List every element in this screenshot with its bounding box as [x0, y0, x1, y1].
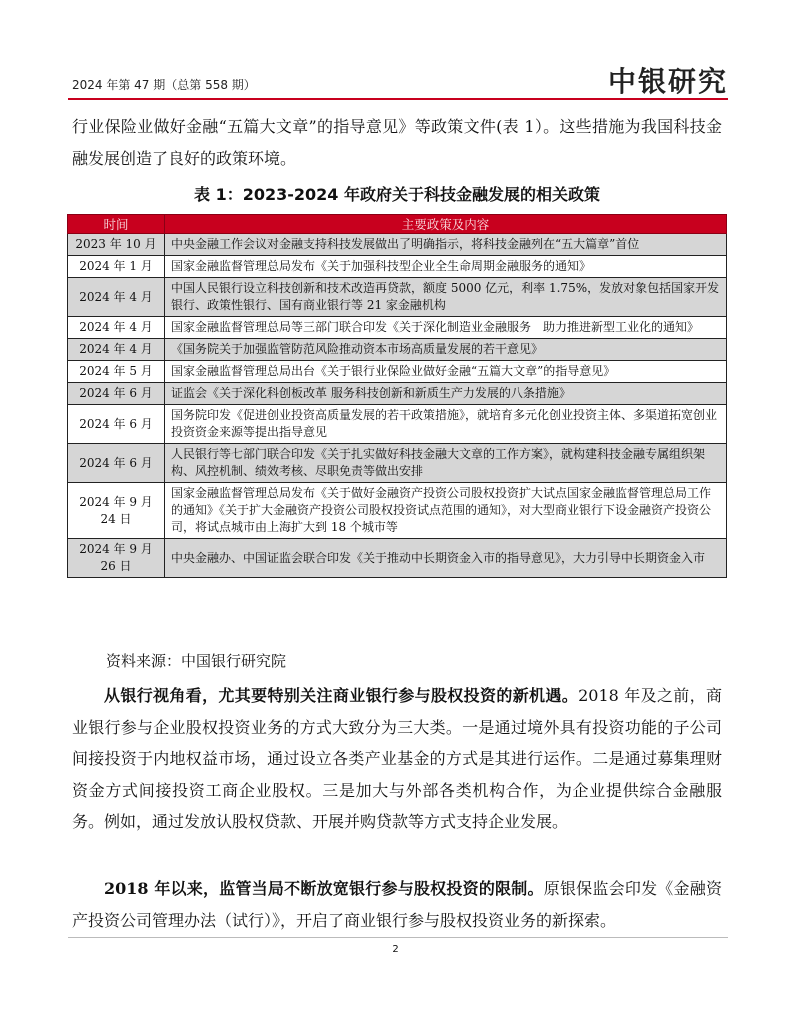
issue-number: 2024 年第 47 期（总第 558 期） — [72, 78, 256, 92]
table-row — [68, 317, 727, 339]
row-time: 2024 年 4 月 — [68, 339, 165, 361]
row-time: 2023 年 10 月 — [68, 234, 165, 256]
row-content: 国家金融监督管理总局等三部门联合印发《关于深化制造业金融服务 助力推进新型工业化的通知》 — [165, 317, 727, 339]
header-divider — [68, 98, 728, 100]
paragraph-1-lead: 从银行视角看，尤其要特别关注商业银行参与股权投资的新机遇。 — [104, 686, 579, 705]
table-row — [68, 256, 727, 278]
page-header — [68, 60, 728, 96]
row-time: 2024 年 4 月 — [68, 278, 165, 317]
paragraph-1-text: 2018 年及之前，商业银行参与企业股权投资业务的方式大致分为三大类。一是通过境外具有投资功能的子公司间接投资于内地权益市场，通过设立各类产业基金的方式是其进行运作。二是通过募集理财资金方式间接投资工商企业股权。三是加大与外部各类机构合作，为企业提供综合金融服务。例如，通过发放认股权贷款、开展并购贷款等方式支持企业发展。 — [72, 686, 722, 831]
row-time: 2024 年 4 月 — [68, 317, 165, 339]
table-row — [68, 361, 727, 383]
row-content: 中国人民银行设立科技创新和技术改造再贷款，额度 5000 亿元，利率 1.75%，发放对象包括国家开发银行、政策性银行、国有商业银行等 21 家金融机构 — [165, 278, 727, 317]
paragraph-2-lead: 2018 年以来，监管当局不断放宽银行参与股权投资的限制。 — [104, 879, 544, 898]
table-row — [68, 483, 727, 539]
table-source: 资料来源：中国银行研究院 — [106, 652, 287, 670]
table-header-row — [68, 215, 727, 234]
row-time: 2024 年 1 月 — [68, 256, 165, 278]
row-content: 《国务院关于加强监管防范风险推动资本市场高质量发展的若干意见》 — [165, 339, 727, 361]
body-paragraph-2 — [72, 873, 722, 936]
table-row — [68, 383, 727, 405]
row-time: 2024 年 9 月 24 日 — [68, 483, 165, 539]
table-row — [68, 234, 727, 256]
table-row — [68, 539, 727, 578]
page-number: 2 — [392, 944, 399, 955]
row-content: 国务院印发《促进创业投资高质量发展的若干政策措施》，就培育多元化创业投资主体、多渠道拓宽创业投资资金来源等提出指导意见 — [165, 405, 727, 444]
intro-paragraph — [72, 111, 722, 174]
row-time: 2024 年 6 月 — [68, 405, 165, 444]
table-row — [68, 405, 727, 444]
row-content: 证监会《关于深化科创板改革 服务科技创新和新质生产力发展的八条措施》 — [165, 383, 727, 405]
row-time: 2024 年 6 月 — [68, 444, 165, 483]
policy-table — [67, 214, 727, 578]
row-content: 国家金融监督管理总局发布《关于做好金融资产投资公司股权投资扩大试点国家金融监督管理总局工作的通知》《关于扩大金融资产投资公司股权投资试点范围的通知》，对大型商业银行下设金融资产投资公司，将试点城市由上海扩大到 18 个城市等 — [165, 483, 727, 539]
row-time: 2024 年 9 月 26 日 — [68, 539, 165, 578]
table-row — [68, 444, 727, 483]
row-content: 人民银行等七部门联合印发《关于扎实做好科技金融大文章的工作方案》，就构建科技金融专属组织架构、风控机制、绩效考核、尽职免责等做出安排 — [165, 444, 727, 483]
row-content: 国家金融监督管理总局发布《关于加强科技型企业全生命周期金融服务的通知》 — [165, 256, 727, 278]
header-time: 时间 — [68, 215, 165, 234]
intro-text: 行业保险业做好金融“五篇大文章”的指导意见》等政策文件(表 1）。这些措施为我国科技金融发展创造了良好的政策环境。 — [72, 117, 722, 168]
row-time: 2024 年 5 月 — [68, 361, 165, 383]
table-row — [68, 278, 727, 317]
row-content: 中央金融办、中国证监会联合印发《关于推动中长期资金入市的指导意见》，大力引导中长期资金入市 — [165, 539, 727, 578]
body-paragraph-1 — [72, 680, 722, 838]
row-content: 国家金融监督管理总局出台《关于银行业保险业做好金融“五篇大文章”的指导意见》 — [165, 361, 727, 383]
table-title: 表 1：2023-2024 年政府关于科技金融发展的相关政策 — [194, 185, 600, 204]
brand-logo: 中银研究 — [607, 65, 728, 98]
row-time: 2024 年 6 月 — [68, 383, 165, 405]
row-content: 中央金融工作会议对金融支持科技发展做出了明确指示，将科技金融列在“五大篇章”首位 — [165, 234, 727, 256]
paragraph-2-text: 原银保监会印发《金融资产投资公司管理办法（试行）》，开启了商业银行参与股权投资业务的新探索。 — [72, 879, 722, 930]
table-row — [68, 339, 727, 361]
header-content: 主要政策及内容 — [165, 215, 727, 234]
footer-divider — [68, 937, 728, 938]
